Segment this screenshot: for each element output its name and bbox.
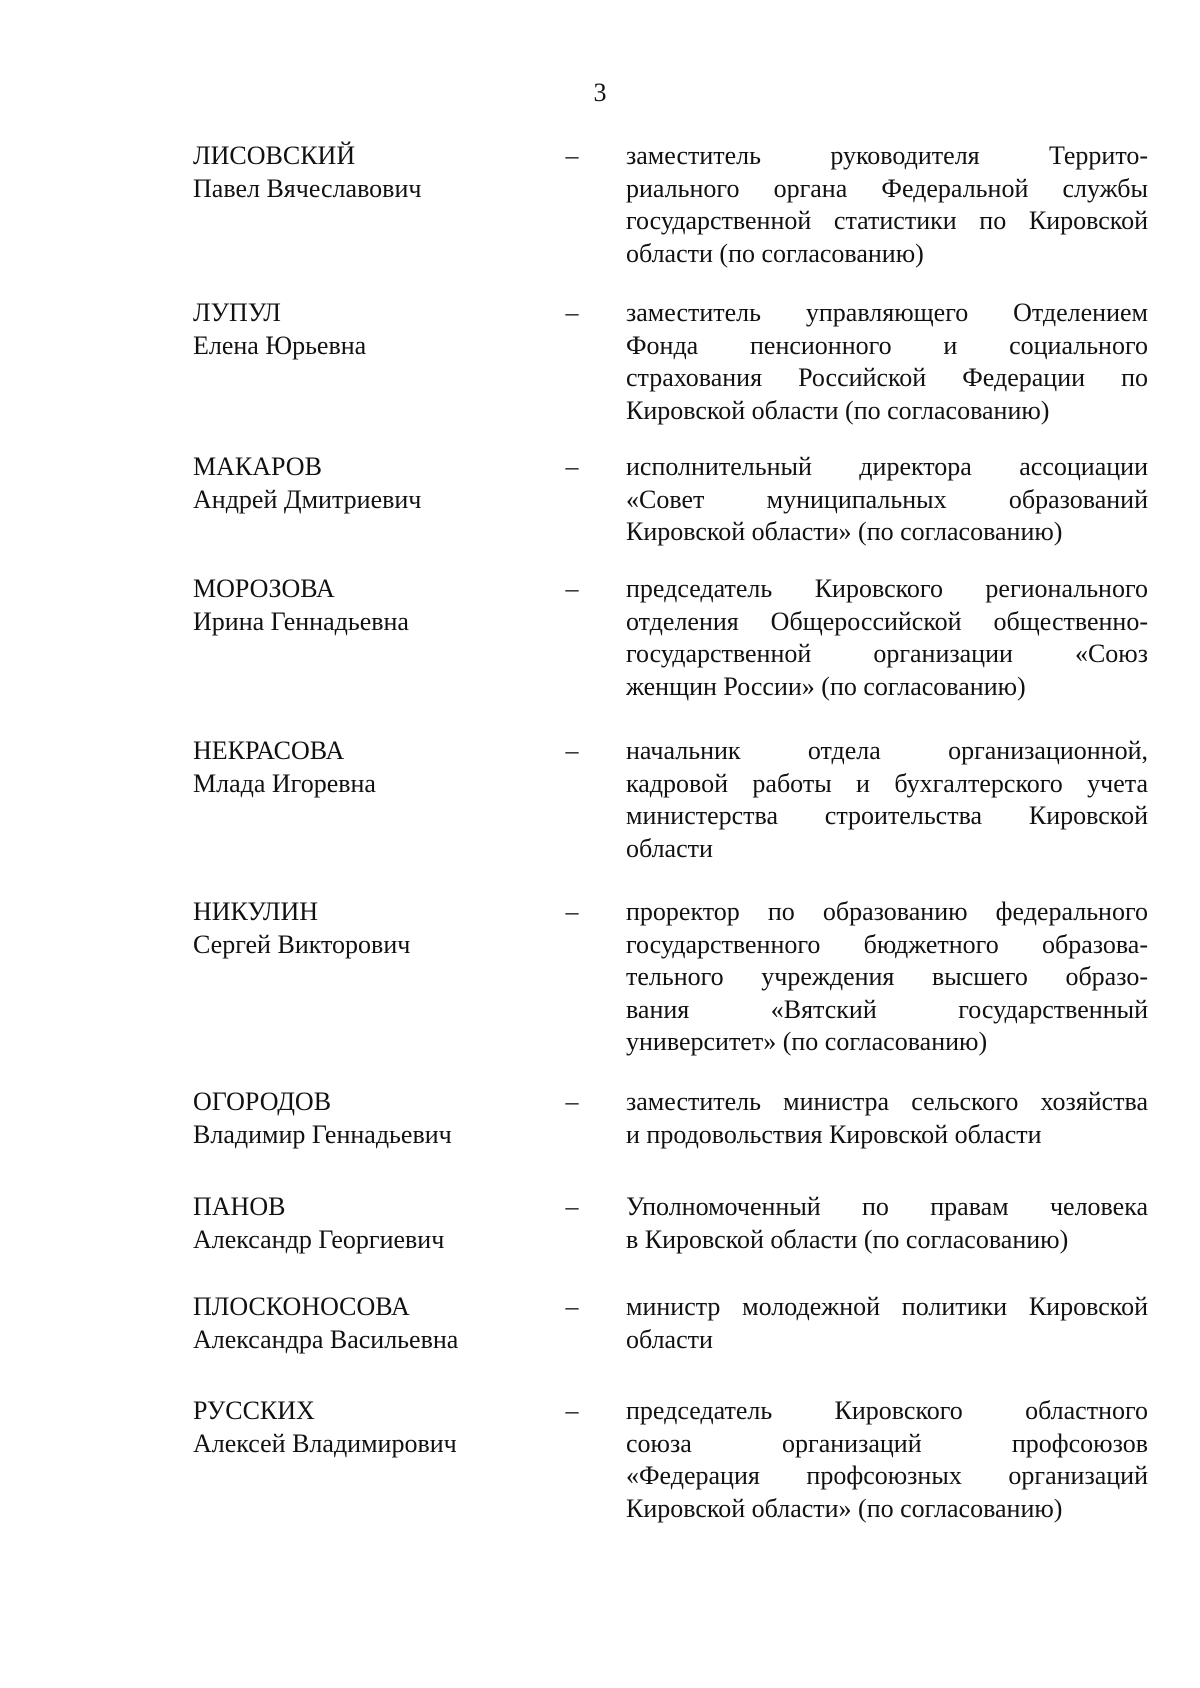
position-line: области	[626, 833, 713, 863]
member-surname: ЛУПУЛ	[193, 298, 281, 327]
dash-separator: –	[565, 1087, 579, 1116]
position-line: Уполномоченный по правам человека	[626, 1192, 1148, 1221]
position-line: Кировской области» (по согласованию)	[626, 517, 1063, 546]
member-given-names: Владимир Геннадьевич	[193, 1119, 452, 1149]
position-line: заместитель министра сельского хозяйства	[626, 1087, 1148, 1116]
member-position	[626, 1395, 1148, 1525]
member-surname: МОРОЗОВА	[193, 574, 335, 603]
member-name	[193, 451, 553, 516]
member-surname: МАКАРОВ	[193, 452, 322, 481]
position-line: университет» (по согласованию)	[626, 1027, 988, 1056]
member-surname: ЛИСОВСКИЙ	[193, 141, 356, 170]
position-line: области	[626, 1324, 713, 1354]
position-line: Фонда пенсионного и социального	[626, 330, 1148, 360]
position-line: начальник отдела организационной,	[626, 736, 1148, 765]
member-name	[193, 1291, 553, 1356]
member-position	[626, 451, 1148, 549]
member-surname: ПАНОВ	[193, 1192, 286, 1221]
position-line: риального органа Федеральной службы	[626, 173, 1148, 203]
position-line: отделения Общероссийской общественно-	[626, 606, 1148, 636]
member-position	[626, 1291, 1148, 1356]
member-name	[193, 297, 553, 362]
member-name	[193, 1191, 553, 1256]
member-given-names: Алексей Владимирович	[193, 1428, 457, 1458]
member-given-names: Елена Юрьевна	[193, 330, 367, 360]
dash-separator: –	[565, 1292, 579, 1321]
position-line: области (по согласованию)	[626, 238, 924, 268]
position-line: исполнительный директора ассоциации	[626, 452, 1148, 481]
dash-separator: –	[565, 1192, 579, 1221]
dash-separator: –	[565, 1396, 579, 1425]
member-position	[626, 896, 1148, 1059]
position-line: Кировской области (по согласованию)	[626, 395, 1050, 425]
position-line: министр молодежной политики Кировской	[626, 1292, 1148, 1321]
member-position	[626, 573, 1148, 703]
dash-separator: –	[565, 736, 579, 765]
member-name	[193, 573, 553, 638]
position-line: министерства строительства Кировской	[626, 801, 1148, 830]
position-line: в Кировской области (по согласованию)	[626, 1224, 1069, 1254]
dash-separator: –	[565, 897, 579, 926]
member-position	[626, 1191, 1148, 1256]
position-line: «Федерация профсоюзных организаций	[626, 1461, 1148, 1490]
position-line: и продовольствия Кировской области	[626, 1119, 1042, 1149]
dash-separator: –	[565, 141, 579, 170]
member-name	[193, 735, 553, 800]
dash-separator: –	[565, 452, 579, 481]
member-surname: ОГОРОДОВ	[193, 1087, 332, 1116]
dash-separator: –	[565, 298, 579, 327]
position-line: вания «Вятский государственный	[626, 994, 1148, 1024]
member-surname: НИКУЛИН	[193, 897, 319, 926]
member-given-names: Андрей Дмитриевич	[193, 484, 422, 514]
position-line: заместитель руководителя Террито-	[626, 141, 1148, 170]
member-position	[626, 735, 1148, 865]
member-name	[193, 1395, 553, 1460]
member-surname: ПЛОСКОНОСОВА	[193, 1292, 410, 1321]
member-name	[193, 140, 553, 205]
position-line: женщин России» (по согласованию)	[626, 671, 1026, 701]
member-given-names: Александра Васильевна	[193, 1324, 459, 1354]
position-line: «Совет муниципальных образований	[626, 484, 1148, 514]
position-line: страхования Российской Федерации по	[626, 363, 1148, 392]
member-given-names: Сергей Викторович	[193, 929, 411, 959]
position-line: председатель Кировского регионального	[626, 574, 1148, 603]
dash-separator: –	[565, 574, 579, 603]
position-line: председатель Кировского областного	[626, 1396, 1148, 1425]
member-given-names: Александр Георгиевич	[193, 1224, 445, 1254]
member-position	[626, 297, 1148, 427]
member-given-names: Млада Игоревна	[193, 768, 376, 798]
member-position	[626, 1086, 1148, 1151]
position-line: проректор по образованию федерального	[626, 897, 1148, 926]
member-surname: РУССКИХ	[193, 1396, 315, 1425]
member-name	[193, 1086, 553, 1151]
position-line: государственного бюджетного образова-	[626, 929, 1148, 959]
member-given-names: Павел Вячеславович	[193, 173, 422, 203]
position-line: тельного учреждения высшего образо-	[626, 962, 1148, 991]
page-number: 3	[593, 78, 607, 107]
member-name	[193, 896, 553, 961]
position-line: государственной организации «Союз	[626, 639, 1148, 668]
position-line: заместитель управляющего Отделением	[626, 298, 1148, 327]
position-line: кадровой работы и бухгалтерского учета	[626, 768, 1148, 798]
position-line: Кировской области» (по согласованию)	[626, 1493, 1063, 1523]
position-line: союза организаций профсоюзов	[626, 1428, 1148, 1458]
member-surname: НЕКРАСОВА	[193, 736, 345, 765]
position-line: государственной статистики по Кировской	[626, 206, 1148, 235]
member-given-names: Ирина Геннадьевна	[193, 606, 409, 636]
member-position	[626, 140, 1148, 270]
